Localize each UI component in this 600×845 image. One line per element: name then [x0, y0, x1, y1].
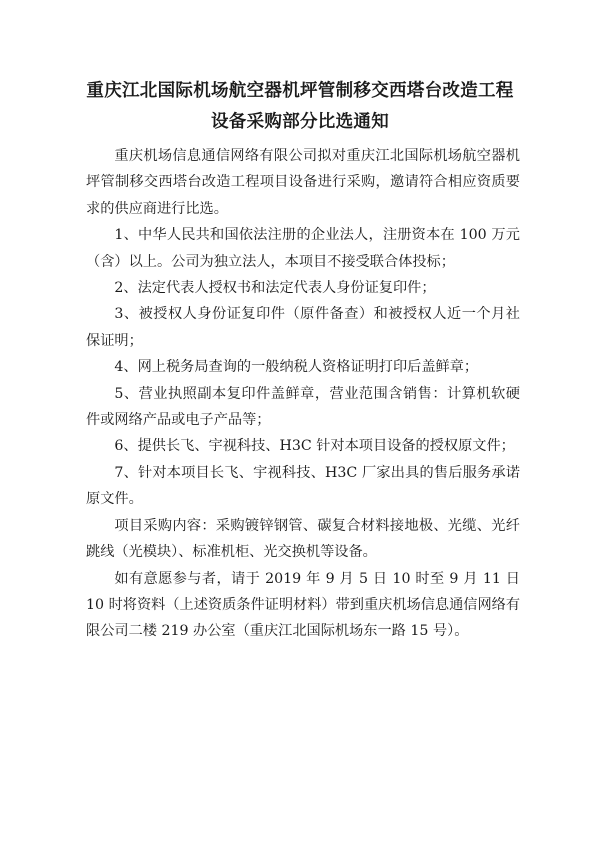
requirement-1: 1、中华人民共和国依法注册的企业法人，注册资本在 100 万元（含）以上。公司为独立法人，本项目不接受联合体投标； [86, 227, 520, 270]
document-body [86, 143, 520, 645]
requirement-6: 6、提供长飞、宇视科技、H3C 针对本项目设备的授权原文件； [114, 438, 515, 455]
requirement-2: 2、法定代表人授权书和法定代表人身份证复印件； [114, 280, 436, 297]
submission-paragraph: 如有意愿参与者，请于 2019 年 9 月 5 日 10 时至 9 月 11 日 10 时将资料（上述资质条件证明材料）带到重庆机场信息通信网络有限公司二楼 219 办公室（重庆江北国际机场东一路 15 号）。 [86, 570, 521, 640]
requirement-5: 5、营业执照副本复印件盖鲜章，营业范围含销售：计算机软硬件或网络产品或电子产品等； [86, 385, 520, 429]
procurement-paragraph: 项目采购内容：采购镀锌钢管、碳复合材料接地极、光缆、光纤跳线（光模块）、标准机柜、光交换机等设备。 [86, 517, 520, 561]
requirement-3: 3、被授权人身份证复印件（原件备查）和被授权人近一个月社保证明； [86, 306, 520, 349]
document-title: 重庆江北国际机场航空器机坪管制移交西塔台改造工程设备采购部分比选通知 [86, 81, 514, 132]
requirement-7: 7、针对本项目长飞、宇视科技、H3C 厂家出具的售后服务承诺原文件。 [86, 464, 520, 508]
requirement-4: 4、网上税务局查询的一般纳税人资格证明打印后盖鲜章； [114, 359, 479, 376]
intro-paragraph: 重庆机场信息通信网络有限公司拟对重庆江北国际机场航空器机坪管制移交西塔台改造工程项目设备进行采购，邀请符合相应资质要求的供应商进行比选。 [86, 148, 520, 217]
